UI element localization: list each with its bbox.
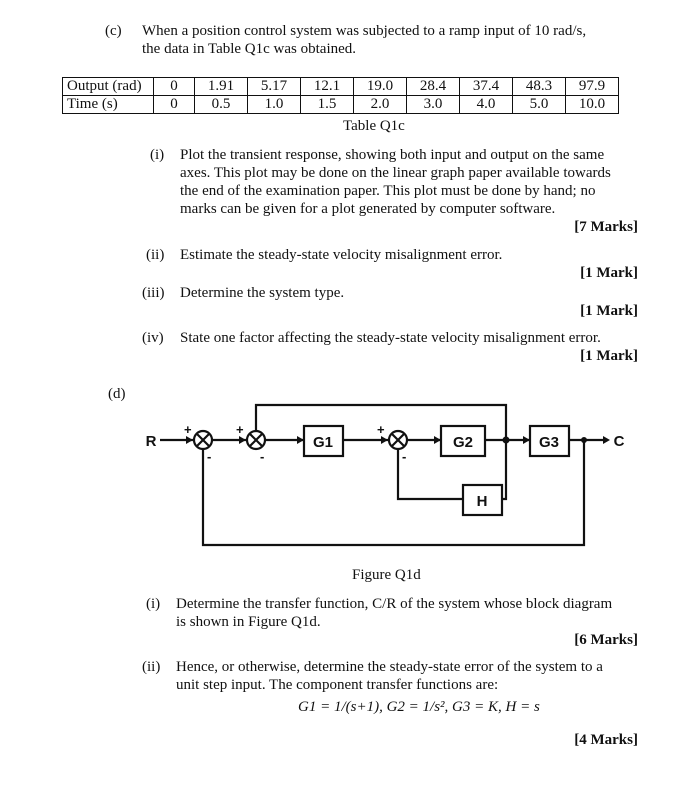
input-label-r: R [145,433,157,450]
table-cell: 2.0 [354,96,407,114]
marks-label: [7 Marks] [574,219,638,235]
sign-plus: + [236,422,244,437]
marks-label: [6 Marks] [574,632,638,648]
block-label-g3: G3 [538,434,560,451]
question-text: Hence, or otherwise, determine the steady-state error of the system to a [176,659,603,675]
table-cell: 1.0 [248,96,301,114]
table-cell: 19.0 [354,78,407,96]
table-cell: 12.1 [301,78,354,96]
sign-plus: + [184,422,192,437]
table-cell: 1.91 [195,78,248,96]
block-label-g1: G1 [312,434,334,451]
question-text: State one factor affecting the steady-state velocity misalignment error. [180,330,601,346]
part-c-intro-line2: the data in Table Q1c was obtained. [142,41,357,57]
question-text: is shown in Figure Q1d. [176,614,321,630]
question-number: (ii) [142,659,161,675]
table-cell: 0 [154,78,195,96]
table-cell: 48.3 [513,78,566,96]
block-label-g2: G2 [452,434,474,451]
table-cell: 1.5 [301,96,354,114]
question-text: Plot the transient response, showing both input and output on the same [180,147,605,163]
question-text: unit step input. The component transfer functions are: [176,677,499,693]
part-c-intro-line1: When a position control system was subjected to a ramp input of 10 rad/s, [142,23,587,39]
takeoff-point [581,437,587,443]
table-cell: 5.0 [513,96,566,114]
marks-label: [1 Mark] [580,265,638,281]
table-cell: 97.9 [566,78,619,96]
table-cell: 3.0 [407,96,460,114]
output-label-c: C [613,433,625,450]
sign-minus: - [260,449,265,464]
transfer-functions-formula: G1 = 1/(s+1), G2 = 1/s², G3 = K, H = s [298,699,540,715]
marks-label: [4 Marks] [574,732,638,748]
table-cell: 28.4 [407,78,460,96]
table-header-output: Output (rad) [63,78,154,96]
question-text: marks can be given for a plot generated by computer software. [180,201,556,217]
table-cell: 0.5 [195,96,248,114]
question-number: (i) [150,147,165,163]
table-cell: 0 [154,96,195,114]
table-cell: 4.0 [460,96,513,114]
question-number: (iv) [142,330,164,346]
question-text: Estimate the steady-state velocity misalignment error. [180,247,503,263]
table-caption: Table Q1c [343,118,405,134]
sign-minus: - [402,449,407,464]
block-label-h: H [476,493,488,510]
table-header-time: Time (s) [63,96,154,114]
question-number: (ii) [146,247,165,263]
table-cell: 5.17 [248,78,301,96]
sign-minus: - [207,449,212,464]
marks-label: [1 Mark] [580,303,638,319]
table-cell: 10.0 [566,96,619,114]
question-text: the end of the examination paper. This plot must be done by hand; no [180,183,596,199]
question-text: Determine the transfer function, C/R of the system whose block diagram [176,596,613,612]
sign-plus: + [377,422,385,437]
question-text: axes. This plot may be done on the linear graph paper available towards [180,165,611,181]
question-number: (iii) [142,285,165,301]
takeoff-point [503,437,510,444]
table-cell: 37.4 [460,78,513,96]
question-text: Determine the system type. [180,285,345,301]
part-d-label: (d) [108,386,126,402]
question-number: (i) [146,596,161,612]
part-c-label: (c) [105,23,122,39]
figure-caption: Figure Q1d [352,567,421,583]
marks-label: [1 Mark] [580,348,638,364]
